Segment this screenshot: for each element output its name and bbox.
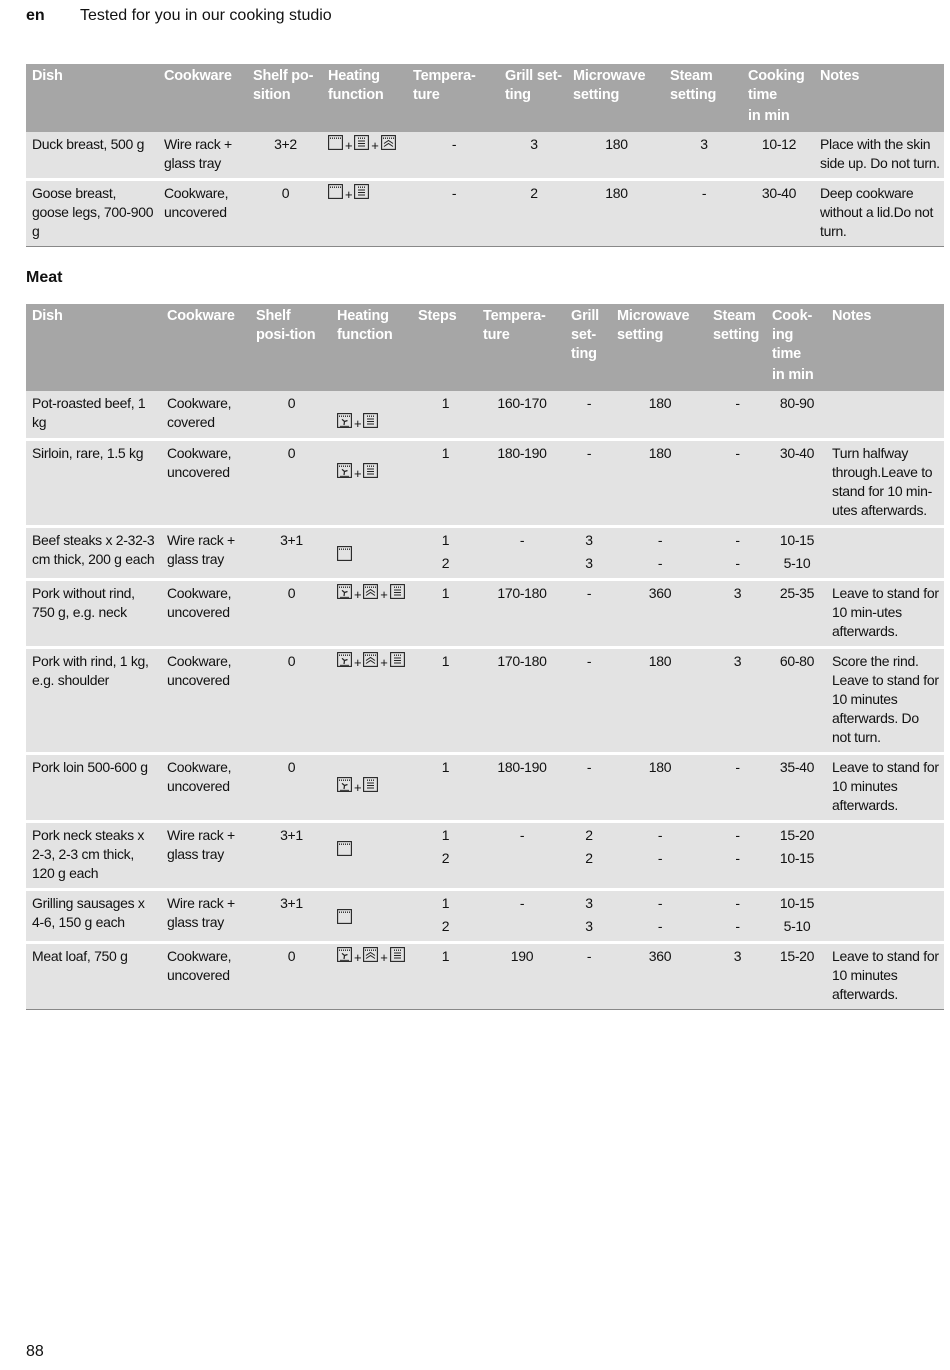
grill-cell-value: -	[586, 445, 592, 461]
grill-small-icon	[363, 413, 378, 433]
grill-small-icon	[390, 947, 405, 967]
time-unit: in min	[772, 367, 814, 383]
time-cell-value: 15-20	[779, 827, 815, 843]
time-cell	[766, 527, 826, 580]
language-code: en	[26, 7, 45, 24]
shelf-cell: 0	[250, 391, 331, 440]
grill-small-icon	[390, 652, 405, 672]
time-cell	[766, 580, 826, 648]
plus-sign: +	[380, 586, 388, 602]
heating-function-cell	[322, 132, 407, 180]
heating-function-cell	[331, 890, 412, 943]
plus-sign: +	[354, 654, 362, 670]
grill-cell-value: -	[586, 395, 592, 411]
plus-sign: +	[354, 415, 362, 431]
steam-cell	[707, 822, 766, 890]
grill-cell	[565, 648, 611, 754]
hotair-icon	[363, 652, 378, 672]
microwave-cell-value: -	[657, 895, 663, 911]
microwave-cell	[611, 527, 707, 580]
grill-small-icon	[363, 777, 378, 797]
cookware-cell: Cookware, covered	[161, 391, 250, 440]
time-cell-value: 5-10	[783, 555, 811, 571]
steps-cell-value: 2	[441, 555, 450, 571]
dish-cell: Sirloin, rare, 1.5 kg	[26, 440, 161, 527]
notes-cell	[826, 391, 944, 440]
heating-function-cell	[331, 822, 412, 890]
heating-function-icons	[337, 652, 405, 672]
time-cell	[766, 822, 826, 890]
table-row	[26, 754, 944, 822]
steps-cell-value: 1	[441, 827, 450, 843]
steam-cell-value: 3	[733, 653, 742, 669]
grill-cell	[565, 754, 611, 822]
steam-cell: -	[664, 180, 742, 247]
steps-cell-value: 1	[441, 585, 450, 601]
steam-cell-value: -	[735, 445, 740, 461]
column-header: Cook-ing time in min	[766, 304, 826, 391]
plus-sign: +	[380, 654, 388, 670]
shelf-cell: 3+2	[247, 132, 322, 180]
heating-function-icons	[337, 546, 352, 566]
temperature-cell-value: 170-180	[497, 653, 547, 669]
microwave-cell	[611, 391, 707, 440]
grill-cell	[565, 440, 611, 527]
heating-function-icons	[328, 184, 369, 204]
table-row	[26, 943, 944, 1010]
cookware-cell: Cookware, uncovered	[161, 648, 250, 754]
temperature-cell-value: 180-190	[497, 759, 547, 775]
temperature-cell	[477, 822, 565, 890]
temperature-cell-value: -	[519, 827, 525, 843]
notes-cell: Turn halfway through.Leave to stand for 10 min-utes afterwards.	[826, 440, 944, 527]
time-cell-value: 25-35	[779, 585, 815, 601]
column-header: Grill set-ting	[565, 304, 611, 391]
column-header: Cooking time in min	[742, 64, 814, 132]
time-cell-value: 35-40	[779, 759, 815, 775]
microwave-cell-value: -	[657, 555, 663, 571]
microwave-cell	[611, 580, 707, 648]
steam-cell	[707, 440, 766, 527]
temperature-cell	[477, 943, 565, 1010]
notes-cell	[826, 822, 944, 890]
steam-cell: 3	[664, 132, 742, 180]
notes-cell	[826, 890, 944, 943]
shelf-cell: 3+1	[250, 527, 331, 580]
fan-heat-icon	[337, 413, 352, 433]
microwave-cell-value: 360	[648, 585, 672, 601]
temperature-cell	[477, 648, 565, 754]
plus-sign: +	[354, 779, 362, 795]
grill-cell-value: 2	[585, 827, 593, 843]
steps-cell	[412, 890, 477, 943]
microwave-cell	[611, 890, 707, 943]
grill-cell	[565, 527, 611, 580]
column-header: Heating function	[322, 64, 407, 132]
heating-function-cell	[322, 180, 407, 247]
dish-cell: Pork without rind, 750 g, e.g. neck	[26, 580, 161, 648]
cookware-cell: Cookware, uncovered	[161, 440, 250, 527]
shelf-cell: 0	[250, 943, 331, 1010]
steps-cell-value: 1	[441, 532, 450, 548]
column-header: Steps	[412, 304, 477, 391]
steps-cell	[412, 391, 477, 440]
shelf-cell: 0	[250, 648, 331, 754]
table-row	[26, 580, 944, 648]
steam-cell-value: -	[735, 850, 740, 866]
steam-cell-value: -	[735, 555, 740, 571]
time-cell-value: 10-15	[779, 895, 815, 911]
column-header: Notes	[814, 64, 944, 132]
temperature-cell: -	[407, 132, 499, 180]
time-cell-value: 80-90	[779, 395, 815, 411]
time-cell-value: 15-20	[779, 948, 815, 964]
column-header: Grill set-ting	[499, 64, 567, 132]
steps-cell	[412, 943, 477, 1010]
temperature-cell	[477, 440, 565, 527]
time-cell-value: 10-15	[779, 850, 815, 866]
cookware-cell: Wire rack + glass tray	[161, 890, 250, 943]
microwave-cell-value: 180	[648, 395, 672, 411]
grill-cell-value: -	[586, 948, 592, 964]
grill-cell	[565, 391, 611, 440]
steps-cell-value: 1	[441, 395, 450, 411]
temperature-cell-value: -	[519, 532, 525, 548]
table-row	[26, 648, 944, 754]
steps-cell	[412, 648, 477, 754]
cookware-cell: Cookware, uncovered	[161, 580, 250, 648]
grill-cell	[565, 890, 611, 943]
grill-cell-value: -	[586, 585, 592, 601]
shelf-cell: 0	[250, 580, 331, 648]
microwave-cell-value: 180	[648, 653, 672, 669]
steps-cell-value: 2	[441, 850, 450, 866]
microwave-cell-value: -	[657, 918, 663, 934]
column-header: Shelf po-sition	[247, 64, 322, 132]
steps-cell	[412, 580, 477, 648]
microwave-cell: 180	[567, 180, 664, 247]
steps-cell-value: 1	[441, 653, 450, 669]
column-header: Dish	[26, 64, 158, 132]
poultry-table	[26, 64, 944, 247]
time-cell: 30-40	[742, 180, 814, 247]
grill-small-icon	[363, 463, 378, 483]
temperature-cell	[477, 890, 565, 943]
grill-small-icon	[354, 135, 369, 155]
heating-function-cell	[331, 754, 412, 822]
heating-function-icons	[328, 135, 396, 155]
shelf-cell: 0	[250, 440, 331, 527]
plus-sign: +	[354, 586, 362, 602]
grill-cell-value: 3	[585, 532, 593, 548]
page-number: 88	[26, 1343, 44, 1360]
time-cell: 10-12	[742, 132, 814, 180]
table-header-row	[26, 64, 944, 132]
cookware-cell: Cookware, uncovered	[161, 943, 250, 1010]
shelf-cell: 3+1	[250, 822, 331, 890]
grill-full-icon	[328, 135, 343, 155]
temperature-cell-value: 170-180	[497, 585, 547, 601]
microwave-cell	[611, 648, 707, 754]
column-header: Steam setting	[664, 64, 742, 132]
grill-cell: 3	[499, 132, 567, 180]
plus-sign: +	[354, 465, 362, 481]
notes-cell: Deep cookware without a lid.Do not turn.	[814, 180, 944, 247]
steam-cell-value: -	[735, 918, 740, 934]
notes-cell: Leave to stand for 10 minutes afterwards.	[826, 943, 944, 1010]
microwave-cell	[611, 943, 707, 1010]
steps-cell	[412, 822, 477, 890]
section-title-meat: Meat	[26, 269, 63, 286]
steam-cell-value: -	[735, 895, 740, 911]
temperature-cell	[477, 527, 565, 580]
fan-heat-icon	[337, 463, 352, 483]
steps-cell	[412, 527, 477, 580]
temperature-cell-value: 180-190	[497, 445, 547, 461]
fan-heat-icon	[337, 584, 352, 604]
time-cell-value: 5-10	[783, 918, 811, 934]
steps-cell-value: 2	[441, 918, 450, 934]
table-row	[26, 822, 944, 890]
column-header: Steam setting	[707, 304, 766, 391]
temperature-cell-value: 160-170	[497, 395, 547, 411]
grill-full-icon	[337, 909, 352, 929]
grill-cell-value: -	[586, 759, 592, 775]
plus-sign: +	[345, 186, 353, 202]
dish-cell: Goose breast, goose legs, 700-900 g	[26, 180, 158, 247]
steps-cell-value: 1	[441, 759, 450, 775]
plus-sign: +	[345, 137, 353, 153]
steam-cell-value: 3	[733, 948, 742, 964]
steam-cell-value: -	[735, 395, 740, 411]
page-header-title: Tested for you in our cooking studio	[80, 7, 332, 24]
steam-cell-value: 3	[733, 585, 742, 601]
column-header: Microwave setting	[567, 64, 664, 132]
table-row	[26, 180, 944, 247]
heating-function-icons	[337, 777, 378, 797]
microwave-cell-value: -	[657, 532, 663, 548]
steam-cell	[707, 527, 766, 580]
table-row	[26, 527, 944, 580]
notes-cell: Score the rind. Leave to stand for 10 minutes afterwards. Do not turn.	[826, 648, 944, 754]
microwave-cell-value: 180	[648, 445, 672, 461]
hotair-icon	[381, 135, 396, 155]
plus-sign: +	[371, 137, 379, 153]
steps-cell-value: 1	[441, 895, 450, 911]
steam-cell-value: -	[735, 759, 740, 775]
time-unit: in min	[748, 108, 790, 124]
steps-cell-value: 1	[441, 948, 450, 964]
steam-cell	[707, 754, 766, 822]
dish-cell: Pork loin 500-600 g	[26, 754, 161, 822]
grill-small-icon	[354, 184, 369, 204]
steam-cell	[707, 890, 766, 943]
grill-cell-value: 3	[585, 555, 593, 571]
heating-function-cell	[331, 391, 412, 440]
microwave-cell	[611, 822, 707, 890]
temperature-cell	[477, 391, 565, 440]
column-header: Cookware	[158, 64, 247, 132]
dish-cell: Meat loaf, 750 g	[26, 943, 161, 1010]
table-header-row	[26, 304, 944, 391]
table-row	[26, 890, 944, 943]
steam-cell-value: -	[735, 827, 740, 843]
heating-function-cell	[331, 440, 412, 527]
notes-cell	[826, 527, 944, 580]
grill-full-icon	[337, 841, 352, 861]
cookware-cell: Wire rack + glass tray	[161, 822, 250, 890]
grill-cell: 2	[499, 180, 567, 247]
grill-cell-value: 3	[585, 918, 593, 934]
heating-function-icons	[337, 947, 405, 967]
fan-heat-icon	[337, 947, 352, 967]
cookware-cell: Wire rack + glass tray	[161, 527, 250, 580]
microwave-cell-value: 360	[648, 948, 672, 964]
column-header: Cookware	[161, 304, 250, 391]
cookware-cell: Cookware, uncovered	[161, 754, 250, 822]
heating-function-icons	[337, 413, 378, 433]
column-header: Shelf posi-tion	[250, 304, 331, 391]
shelf-cell: 0	[247, 180, 322, 247]
grill-cell	[565, 943, 611, 1010]
microwave-cell	[611, 754, 707, 822]
heating-function-cell	[331, 648, 412, 754]
heating-function-icons	[337, 463, 378, 483]
dish-cell: Pork with rind, 1 kg, e.g. shoulder	[26, 648, 161, 754]
steps-cell-value: 1	[441, 445, 450, 461]
grill-cell	[565, 822, 611, 890]
dish-cell: Grilling sausages x 4-6, 150 g each	[26, 890, 161, 943]
meat-table	[26, 304, 944, 1010]
grill-full-icon	[337, 546, 352, 566]
shelf-cell: 0	[250, 754, 331, 822]
microwave-cell-value: 180	[648, 759, 672, 775]
time-cell-value: 10-15	[779, 532, 815, 548]
plus-sign: +	[354, 949, 362, 965]
temperature-cell	[477, 580, 565, 648]
column-header: Tempera-ture	[477, 304, 565, 391]
column-header: Notes	[826, 304, 944, 391]
time-cell	[766, 943, 826, 1010]
microwave-cell	[611, 440, 707, 527]
time-cell	[766, 391, 826, 440]
microwave-cell-value: -	[657, 827, 663, 843]
dish-cell: Beef steaks x 2-32-3 cm thick, 200 g each	[26, 527, 161, 580]
dish-cell: Pork neck steaks x 2-3, 2-3 cm thick, 120 g each	[26, 822, 161, 890]
notes-cell: Place with the skin side up. Do not turn.	[814, 132, 944, 180]
time-cell	[766, 754, 826, 822]
steam-cell-value: -	[735, 532, 740, 548]
steps-cell	[412, 440, 477, 527]
cookware-cell: Wire rack + glass tray	[158, 132, 247, 180]
temperature-cell-value: 190	[510, 948, 534, 964]
table-row	[26, 391, 944, 440]
column-header: Heating function	[331, 304, 412, 391]
fan-heat-icon	[337, 777, 352, 797]
time-cell	[766, 890, 826, 943]
microwave-cell: 180	[567, 132, 664, 180]
column-header: Microwave setting	[611, 304, 707, 391]
heating-function-cell	[331, 527, 412, 580]
heating-function-icons	[337, 841, 352, 861]
column-header: Tempera-ture	[407, 64, 499, 132]
notes-cell: Leave to stand for 10 min-utes afterwards.	[826, 580, 944, 648]
grill-cell	[565, 580, 611, 648]
time-cell-value: 30-40	[779, 445, 815, 461]
grill-small-icon	[390, 584, 405, 604]
dish-cell: Pot-roasted beef, 1 kg	[26, 391, 161, 440]
column-header: Dish	[26, 304, 161, 391]
grill-cell-value: 3	[585, 895, 593, 911]
steam-cell	[707, 391, 766, 440]
steam-cell	[707, 648, 766, 754]
time-cell-value: 60-80	[779, 653, 815, 669]
temperature-cell: -	[407, 180, 499, 247]
temperature-cell-value: -	[519, 895, 525, 911]
shelf-cell: 3+1	[250, 890, 331, 943]
microwave-cell-value: -	[657, 850, 663, 866]
plus-sign: +	[380, 949, 388, 965]
grill-cell-value: -	[586, 653, 592, 669]
grill-cell-value: 2	[585, 850, 593, 866]
heating-function-cell	[331, 580, 412, 648]
table-row	[26, 132, 944, 180]
table-row	[26, 440, 944, 527]
heating-function-cell	[331, 943, 412, 1010]
hotair-icon	[363, 584, 378, 604]
cookware-cell: Cookware, uncovered	[158, 180, 247, 247]
time-cell	[766, 648, 826, 754]
time-cell	[766, 440, 826, 527]
heating-function-icons	[337, 909, 352, 929]
temperature-cell	[477, 754, 565, 822]
heating-function-icons	[337, 584, 405, 604]
grill-full-icon	[328, 184, 343, 204]
steps-cell	[412, 754, 477, 822]
notes-cell: Leave to stand for 10 minutes afterwards.	[826, 754, 944, 822]
fan-heat-icon	[337, 652, 352, 672]
steam-cell	[707, 580, 766, 648]
dish-cell: Duck breast, 500 g	[26, 132, 158, 180]
steam-cell	[707, 943, 766, 1010]
hotair-icon	[363, 947, 378, 967]
